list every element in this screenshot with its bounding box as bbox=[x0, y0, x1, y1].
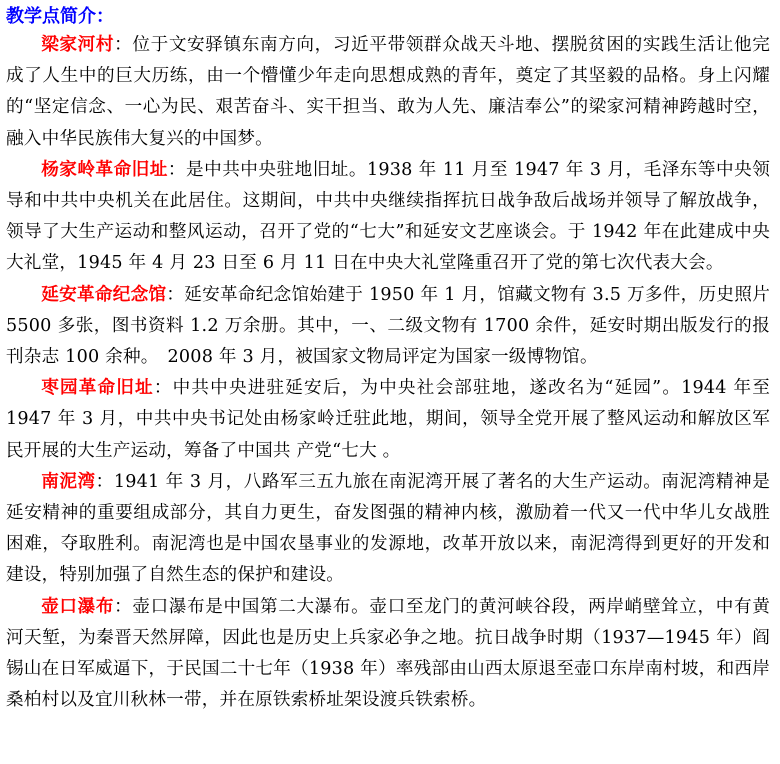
section-liangjiahe bbox=[6, 30, 770, 155]
section-separator: ： bbox=[153, 378, 173, 399]
section-hukou bbox=[6, 592, 770, 717]
section-separator: ： bbox=[166, 284, 185, 305]
section-text: 1941 年 3 月，八路军三五九旅在南泥湾开展了著名的大生产运动。南泥湾精神是延安精神的重要组成部分，其自力更生，奋发图强的精神内核，激励着一代又一代中华儿女战胜困难，夺取胜利。南泥湾也是中国农垦事业的发源地，改革开放以来，南泥湾得到更好的开发和建设，特别加强了自然生态的保护和建设。 bbox=[6, 471, 771, 586]
section-text: 壶口瀑布是中国第二大瀑布。壶口至龙门的黄河峡谷段，两岸峭壁耸立，中有黄河天堑，为秦晋天然屏障，因此也是历史上兵家必争之地。抗日战争时期（1937—1945 年）阎锡山在日军威逼下，于民国二十七年（1938 年）率残部由山西太原退至壶口东岸南村坡，和西岸桑柏村以及宜川秋林一带，并在原铁索桥址架设渡兵铁索桥。 bbox=[6, 596, 770, 711]
section-nanniwan bbox=[6, 467, 770, 592]
section-term: 壶口瀑布 bbox=[41, 596, 115, 617]
section-separator: ： bbox=[95, 471, 114, 492]
section-text: 中共中央进驻延安后，为中央社会部驻地，遂改名为“延园”。1944 年至 1947 年 3 月，中共中央书记处由杨家岭迁驻此地，期间，领导全党开展了整风运动和解放区军民开展的大生产运动，筹备了中国共 产党“七大 。 bbox=[6, 378, 771, 461]
section-separator: ： bbox=[114, 35, 133, 55]
section-term: 延安革命纪念馆 bbox=[41, 284, 167, 305]
section-separator: ： bbox=[114, 596, 133, 617]
section-separator: ： bbox=[167, 159, 186, 180]
section-term: 枣园革命旧址 bbox=[41, 378, 154, 399]
section-yangjialing bbox=[6, 155, 770, 280]
section-text: 是中共中央驻地旧址。1938 年 11 月至 1947 年 3 月，毛泽东等中央领导和中共中央机关在此居住。这期间，中共中央继续指挥抗日战争敌后战场并领导了解放战争，领导了大生产运动和整风运动，召开了党的“七大”和延安文艺座谈会。于 1942 年在此建成中央大礼堂，1945 年 4 月 23 日至 6 月 11 日在中央大礼堂隆重召开了党的第七次代表大会。 bbox=[6, 159, 771, 274]
section-term: 杨家岭革命旧址 bbox=[41, 159, 168, 180]
section-text: 延安革命纪念馆始建于 1950 年 1 月，馆藏文物有 3.5 万多件，历史照片 5500 多张，图书资料 1.2 万余册。其中，一、二级文物有 1700 余件，延安时期出版发行的报刊杂志 100 余种。 2008 年 3 月，被国家文物局评定为国家一级博物馆。 bbox=[6, 284, 770, 368]
section-text: 位于文安驿镇东南方向，习近平带领群众战天斗地、摆脱贫困的实践生活让他完成了人生中的巨大历练，由一个懵懂少年走向思想成熟的青年，奠定了其坚毅的品格。身上闪耀的“坚定信念、一心为民、艰苦奋斗、实干担当、敢为人先、廉洁奉公”的梁家河精神跨越时空，融入中华民族伟大复兴的中国梦。 bbox=[6, 35, 770, 149]
page-heading: 教学点简介： bbox=[6, 6, 114, 27]
section-term: 梁家河村 bbox=[41, 35, 115, 55]
section-zaoyuan bbox=[6, 373, 770, 467]
section-yanan-museum bbox=[6, 280, 770, 374]
section-term: 南泥湾 bbox=[41, 471, 96, 492]
